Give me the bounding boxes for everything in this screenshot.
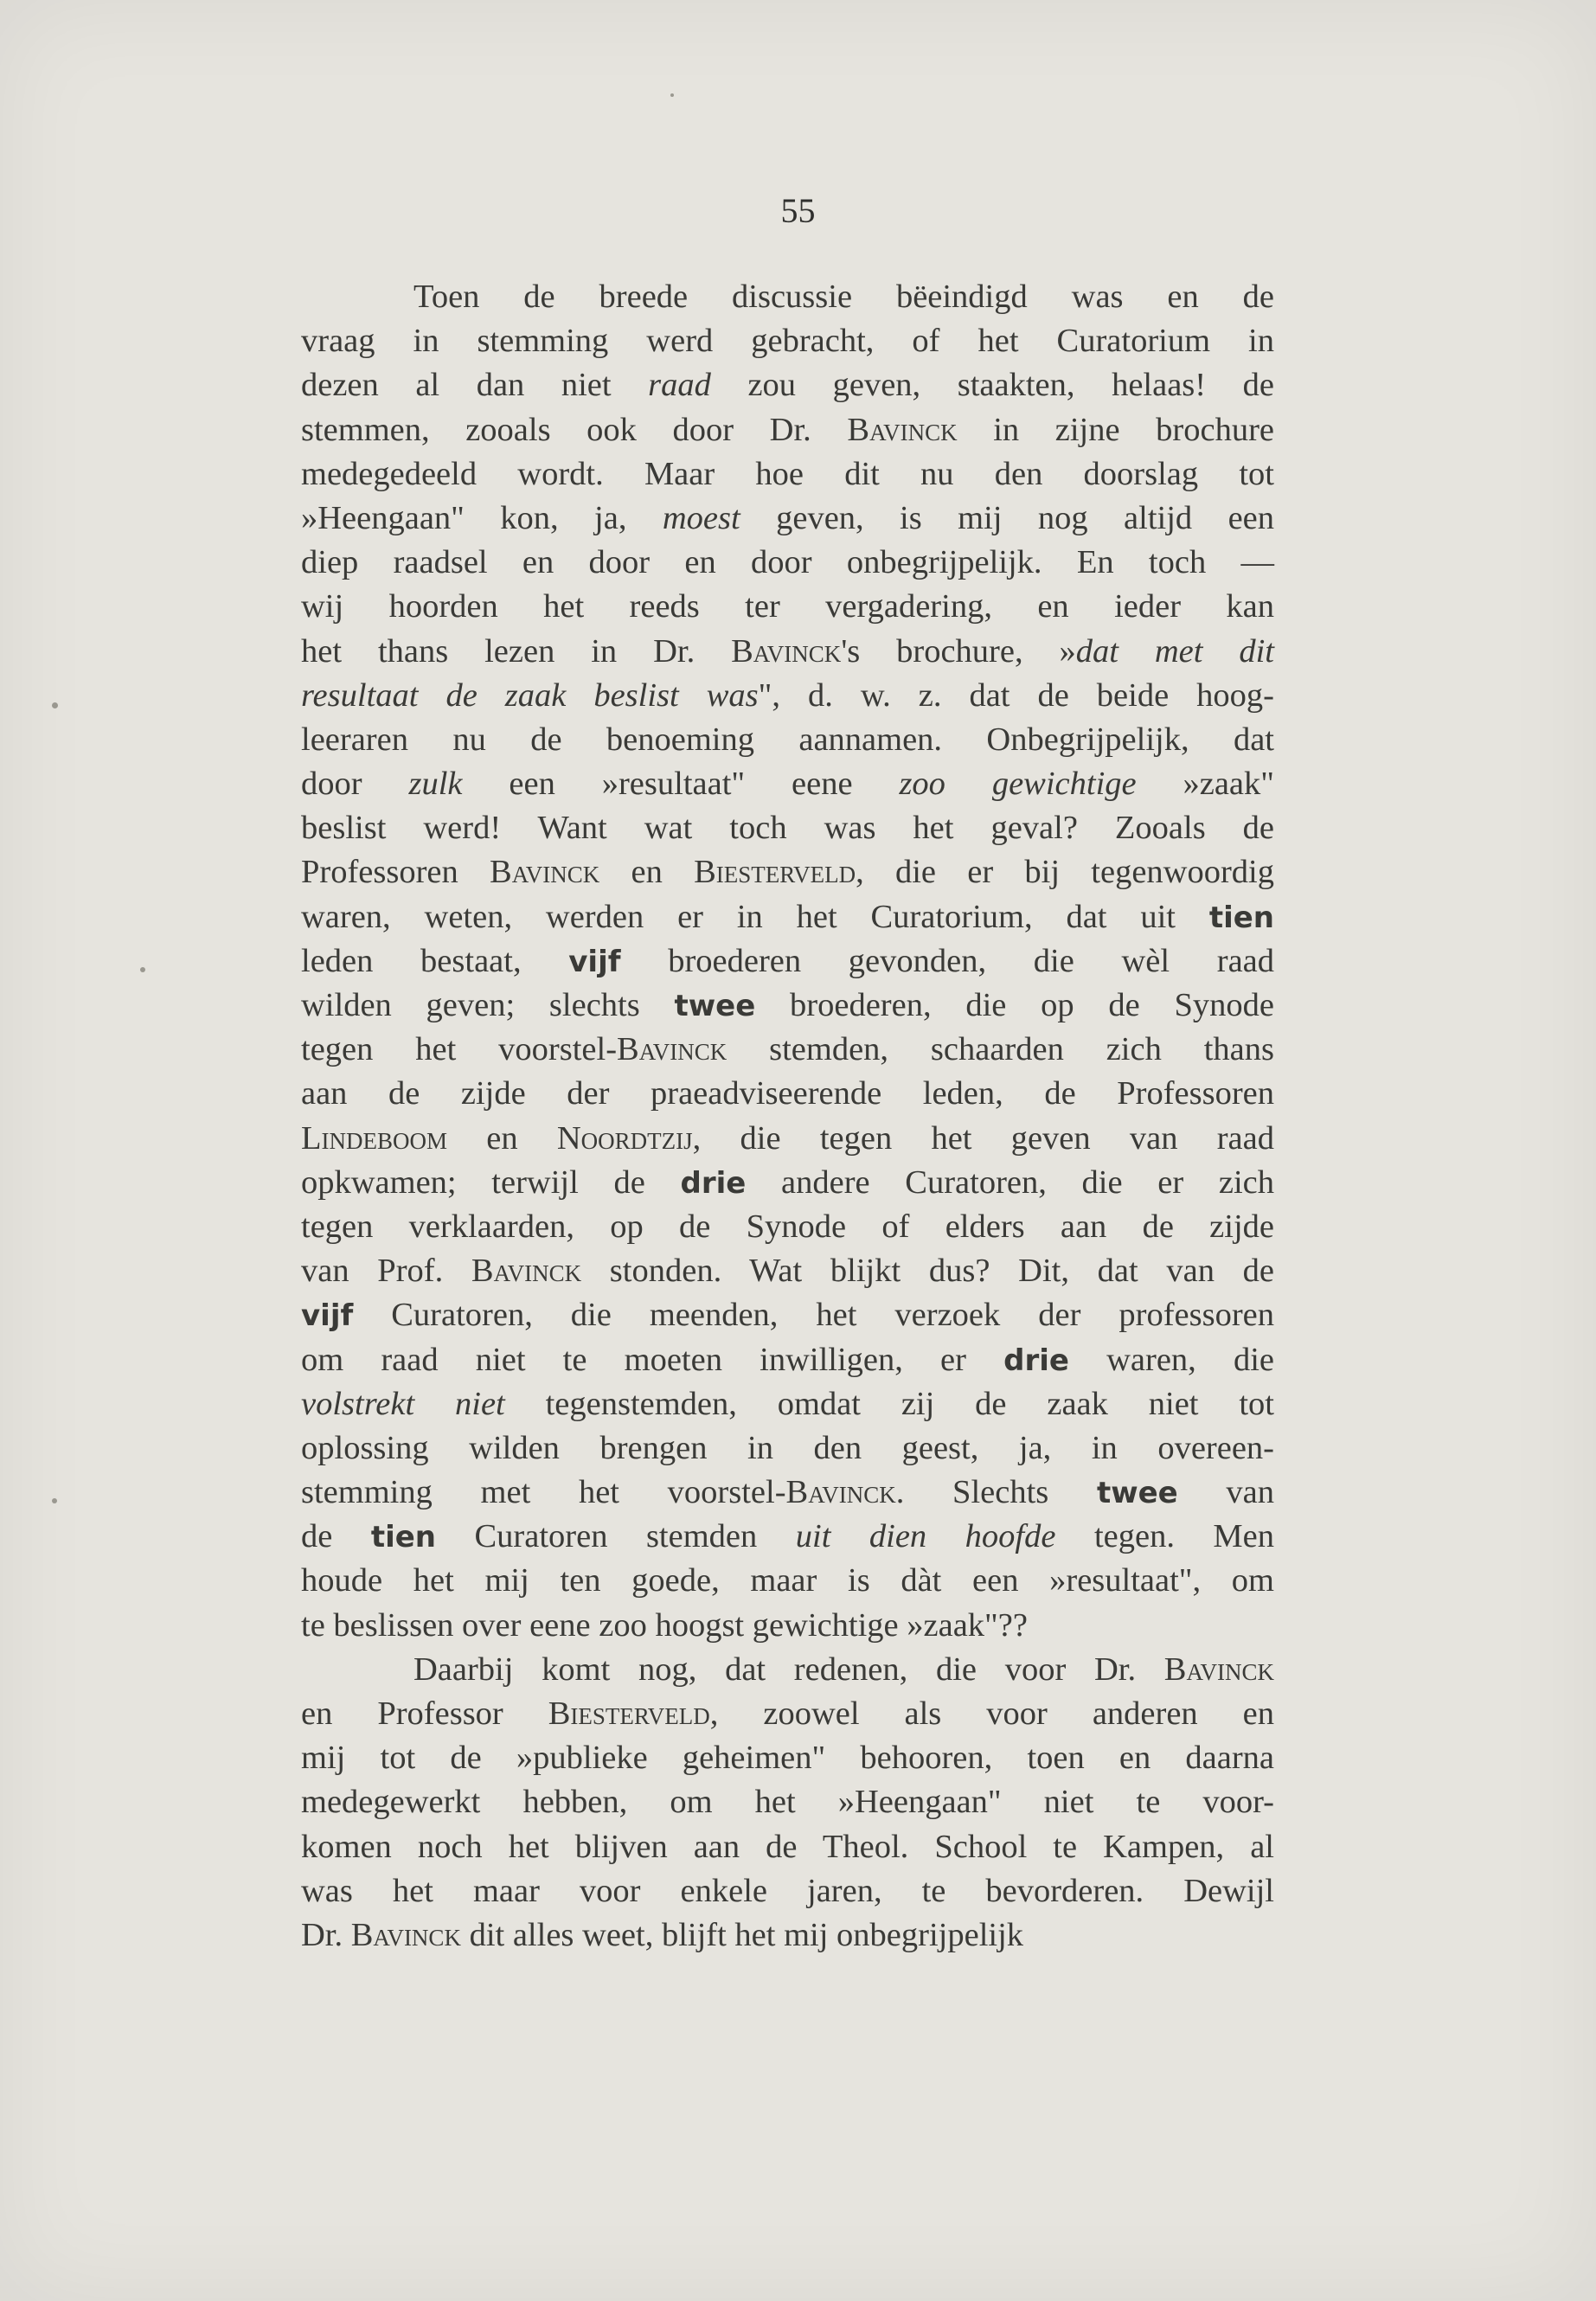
text-line: Daarbij komt nog, dat redenen, die voor Dr. Bavinck (413, 1650, 1274, 1688)
text-line: en Professor Biesterveld, zoowel als voor anderen en (301, 1695, 1274, 1732)
name-small-caps: Lindeboom (301, 1119, 448, 1157)
body-text (301, 275, 1274, 1958)
page-number: 55 (780, 191, 816, 230)
text-line: was het maar voor enkele jaren, te bevorderen. Dewijl (301, 1872, 1274, 1909)
text-line: om raad niet te moeten inwilligen, er drie waren, die (301, 1341, 1275, 1378)
text-line: opkwamen; terwijl de drie andere Curatoren, die er zich (301, 1163, 1274, 1201)
emphasis-bold: tien (370, 1520, 437, 1555)
name-small-caps: Bavinck (471, 1253, 582, 1290)
emphasis-italic: zulk (408, 766, 463, 803)
text-line: resultaat de zaak beslist was", d. w. z. dat de beide hoog- (301, 676, 1274, 714)
text-line: te beslissen over eene zoo hoogst gewichtige »zaak"?? (301, 1606, 1028, 1644)
emphasis-bold: twee (674, 989, 756, 1023)
text-line: volstrekt niet tegenstemden, omdat zij de zaak niet tot (301, 1385, 1274, 1422)
emphasis-bold: drie (1003, 1343, 1069, 1378)
text-line: medegewerkt hebben, om het »Heengaan" niet te voor- (301, 1784, 1274, 1821)
name-small-caps: Bavinck (1163, 1650, 1274, 1688)
text-line: »Heengaan" kon, ja, moest geven, is mij nog altijd een (301, 499, 1274, 536)
text-line: vijf Curatoren, die meenden, het verzoek der professoren (301, 1297, 1274, 1334)
text-line: Toen de breede discussie bëeindigd was en de (413, 279, 1274, 315)
text-line: stemming met het voorstel-Bavinck. Slechts twee van (301, 1474, 1275, 1511)
text-line: door zulk een »resultaat" eene zoo gewichtige »zaak" (301, 766, 1274, 803)
name-small-caps: Bavinck (490, 854, 600, 891)
emphasis-bold: vijf (568, 944, 621, 979)
text-line: van Prof. Bavinck stonden. Wat blijkt dus? Dit, dat van de (301, 1253, 1274, 1290)
text-line: wij hoorden het reeds ter vergadering, en ieder kan (301, 588, 1274, 625)
text-line: leeraren nu de benoeming aannamen. Onbegrijpelijk, dat (301, 721, 1274, 758)
paper-speck (52, 702, 58, 708)
name-small-caps: Bavinck (847, 411, 958, 448)
text-line: dezen al dan niet raad zou geven, staakten, helaas! de (301, 367, 1274, 404)
text-line: Lindeboom en Noordtzij, die tegen het geven van raad (301, 1119, 1274, 1157)
text-line: het thans lezen in Dr. Bavinck's brochure, »dat met dit (301, 632, 1274, 670)
emphasis-italic: resultaat de zaak beslist was (301, 676, 759, 714)
text-line: diep raadsel en door en door onbegrijpelijk. En toch — (301, 544, 1274, 581)
emphasis-italic: dat met dit (1075, 632, 1274, 670)
text-line: waren, weten, werden er in het Curatorium, dat uit tien (301, 898, 1274, 935)
name-small-caps: Biesterveld (548, 1695, 710, 1732)
text-line: aan de zijde der praeadviseerende leden, de Professoren (301, 1075, 1274, 1112)
emphasis-italic: volstrekt niet (301, 1385, 505, 1422)
text-line: beslist werd! Want wat toch was het geval? Zooals de (301, 810, 1274, 847)
text-line: Dr. Bavinck dit alles weet, blijft het mij onbegrijpelijk (301, 1916, 1024, 1953)
name-small-caps: Bavinck (617, 1031, 727, 1068)
paper-speck (52, 1498, 57, 1503)
text-line: oplossing wilden brengen in den geest, ja, in overeen- (301, 1429, 1274, 1466)
emphasis-italic: moest (662, 499, 740, 536)
emphasis-italic: raad (648, 367, 711, 404)
text-line: tegen verklaarden, op de Synode of elders aan de zijde (301, 1208, 1274, 1245)
emphasis-bold: vijf (301, 1298, 354, 1334)
emphasis-bold: drie (680, 1165, 747, 1201)
text-line: komen noch het blijven aan de Theol. School te Kampen, al (301, 1828, 1274, 1865)
paper-speck (140, 967, 145, 972)
name-small-caps: Bavinck (350, 1916, 461, 1953)
paper-speck (670, 93, 674, 97)
text-line: Professoren Bavinck en Biesterveld, die er bij tegenwoordig (301, 854, 1274, 891)
text-line: vraag in stemming werd gebracht, of het Curatorium in (301, 323, 1274, 360)
text-line: stemmen, zooals ook door Dr. Bavinck in zijne brochure (301, 411, 1274, 448)
text-line: houde het mij ten goede, maar is dàt een »resultaat", om (301, 1562, 1274, 1599)
name-small-caps: Bavinck (731, 632, 842, 670)
emphasis-italic: uit dien hoofde (795, 1518, 1056, 1555)
emphasis-bold: twee (1096, 1476, 1178, 1511)
text-line: tegen het voorstel-Bavinck stemden, schaarden zich thans (301, 1031, 1274, 1068)
emphasis-bold: tien (1208, 900, 1274, 935)
name-small-caps: Bavinck (785, 1474, 896, 1511)
text-line: leden bestaat, vijf broederen gevonden, die wèl raad (301, 942, 1274, 979)
emphasis-italic: zoo gewichtige (899, 766, 1137, 803)
text-line: mij tot de »publieke geheimen" behooren, toen en daarna (301, 1740, 1274, 1777)
name-small-caps: Noordtzij (556, 1119, 693, 1157)
text-line: wilden geven; slechts twee broederen, die op de Synode (301, 987, 1274, 1023)
text-line: de tien Curatoren stemden uit dien hoofde tegen. Men (301, 1518, 1275, 1555)
text-line: medegedeeld wordt. Maar hoe dit nu den doorslag tot (301, 455, 1274, 492)
name-small-caps: Biesterveld (694, 854, 856, 891)
